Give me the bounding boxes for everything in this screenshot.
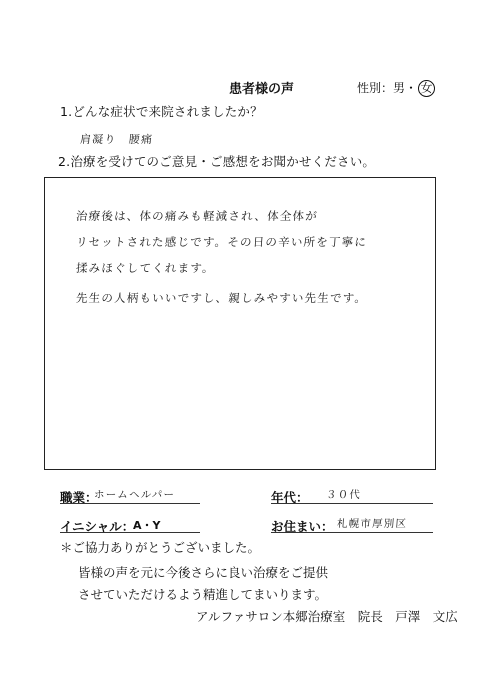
- residence-underline: [271, 532, 433, 533]
- question-1: 1.どんな症状で来院されましたか？: [60, 104, 263, 119]
- question-2: 2.治療を受けてのご意見・ご感想をお聞かせください。: [58, 154, 376, 169]
- answer-1-handwritten: 肩凝り 腰痛: [79, 133, 154, 146]
- age-value: ３０代: [325, 489, 362, 501]
- occupation-label: 職業：: [60, 490, 98, 505]
- closing-message-line-2: させていただけるよう精進してまいります。: [78, 587, 328, 602]
- gender-label: 性別：男・: [357, 81, 418, 95]
- initials-value: A・Y: [133, 519, 161, 532]
- residence-label: お住まい：: [271, 519, 334, 534]
- initials-label: イニシャル：: [60, 519, 135, 534]
- thanks-note: ＊ご協力ありがとうございました。: [60, 540, 261, 555]
- clinic-signature: アルファサロン本郷治療室 院長 戸澤 文広: [196, 609, 458, 624]
- occupation-underline: [60, 503, 200, 504]
- residence-value: 札幌市厚別区: [336, 518, 408, 530]
- comment-line-2: リセットされた感じです。その日の辛い所を丁寧に: [75, 235, 368, 249]
- age-label: 年代：: [271, 490, 309, 505]
- age-underline: [271, 503, 433, 504]
- gender-selected-circle: 女: [418, 80, 435, 97]
- gender-field: [357, 79, 435, 97]
- comment-line-4: 先生の人柄もいいですし、親しみやすい先生です。: [75, 291, 368, 305]
- comment-line-1: 治療後は、体の痛みも軽減され、体全体が: [75, 209, 319, 223]
- closing-message-line-1: 皆様の声を元に今後さらに良い治療をご提供: [78, 565, 329, 580]
- page-title: 患者様の声: [229, 82, 295, 97]
- comment-line-3: 揉みほぐしてくれます。: [75, 261, 216, 275]
- occupation-value: ホームヘルパー: [93, 489, 176, 501]
- initials-underline: [60, 532, 200, 533]
